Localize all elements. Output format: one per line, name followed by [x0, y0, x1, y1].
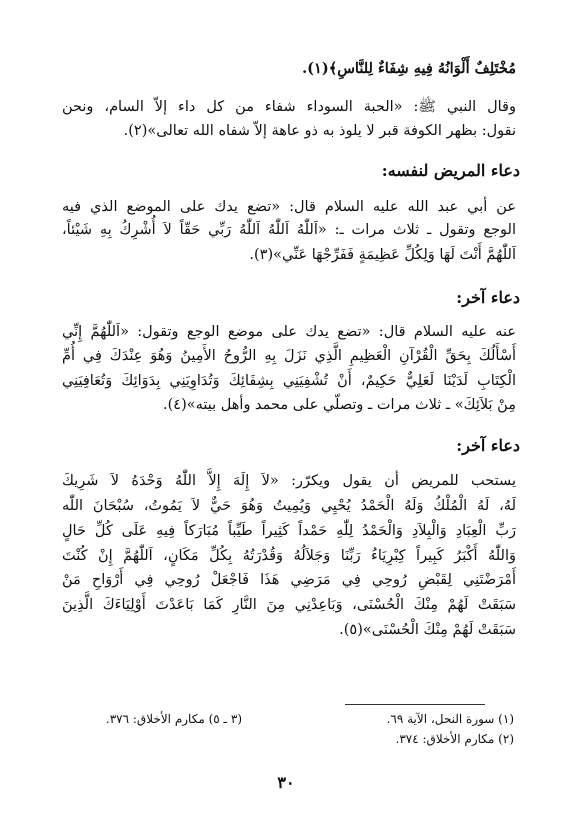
text-line: الْكِتَابِ لَدَيْنَا لَعَلِيٌّ حَكِيمٌ، أَنْ تُشْفِيَنِي بِشِفَائِكَ وَتُدَاوِيَنِي بِدَوَائِكَ وَتُعَافِيَنِي [62, 373, 516, 389]
text-line: رَبِّ الْعِبَادِ وَالْبِلاَدِ وَالْحَمْدُ لِلّٰهِ حَمْداً كَثِيراً طَيِّباً مُبَارَكاً فِيهِ عَلَى كُلِّ حَالٍ [62, 523, 516, 539]
footnote: (١) سورة النحل، الآية ٦٩. [386, 712, 514, 726]
footnote: (٢) مكارم الأخلاق: ٣٧٤. [395, 732, 514, 746]
text-line: وَاللّٰهُ أَكْبَرُ كَبِيراً كِبْرِيَاءُ رَبِّنَا وَجَلاَلُهُ وَقُدْرَتُهُ بِكُلِّ مَكَانٍ، اَللّٰهُمَّ إِنْ كُنْتَ [62, 548, 516, 564]
text-line: أَمْرَضْتَنِي لِقَبْضِ رُوحِي فِي مَرَضِي هَذَا فَاجْعَلْ رُوحِي فِي أَرْوَاحِ مَنْ [62, 572, 516, 588]
text-line: لَهُ، لَهُ الْمُلْكُ وَلَهُ الْحَمْدُ يُحْيِي وَيُمِيتُ وَهُوَ حَيٌّ لاَ يَمُوتُ، سُبْحَانَ اللّٰه [62, 498, 516, 514]
text-line: أَسْأَلُكَ بِحَقِّ الْقُرْآنِ الْعَظِيمِ الَّذِي نَزَلَ بِهِ الرُّوحُ الأَمِينُ وَهُوَ عِنْدَكَ فِي أُمِّ [62, 348, 516, 364]
text-line: نقول: بظهر الكوفة قبر لا يلوذ به ذو عاهة إلاّ شفاه الله تعالى»(٢). [123, 123, 516, 139]
text-line: سَبَقَتْ لَهُمْ مِنْكَ الْحُسْنَى، وَبَاعِدْنِي مِنَ النَّارِ كَمَا بَاعَدْتَ أَوْلِيَاءَكَ الَّذِينَ [62, 597, 516, 613]
section-heading: دعاء آخر: [456, 288, 520, 307]
text-line: عنه عليه السلام قال: «تضع يدك على موضع الوجع وتقول: «اَللّٰهُمَّ إِنِّي [62, 324, 516, 340]
text-line: مِنْ بَلاَئِكَ» ـ ثلاث مرات ـ وتصلّي على محمد وأهل بيته»(٤). [163, 397, 516, 413]
text-line: اَللّٰهُمَّ أَنْتَ لَهَا وَلِكُلِّ عَظِيمَةٍ فَفَرِّجْهَا عَنِّي»(٣). [249, 247, 516, 263]
footnote: (٣ ـ ٥) مكارم الأخلاق: ٣٧٦. [105, 712, 242, 726]
footnote-separator [345, 704, 485, 705]
text-line: مُخْتَلِفٌ أَلْوَانُهُ فِيهِ شِفَاءٌ لِلنَّاسِ﴾(١). [302, 60, 516, 77]
text-line: وقال النبي ﷺ: «الحبة السوداء شفاء من كل داء إلاّ السام، ونحن [62, 99, 516, 115]
page-number: ٣٠ [277, 773, 295, 792]
text-line: سَبَقَتْ لَهُمْ مِنْكَ الْحُسْنَى»(٥). [339, 622, 516, 638]
section-heading: دعاء المريض لنفسه: [381, 161, 520, 180]
text-line: عن أبي عبد الله عليه السلام قال: «تضع يدك على الموضع الذي فيه [62, 199, 516, 215]
section-heading: دعاء آخر: [456, 436, 520, 455]
text-line: يستحب للمريض أن يقول ويكرّر: «لاَ إِلَهَ إِلاَّ اللّٰهُ وَحْدَهُ لاَ شَرِيكَ [62, 473, 516, 489]
text-line: الوجع وتقول ـ ثلاث مرات ـ: «اَللّٰهُ اَللّٰهُ اَللّٰهُ رَبِّي حَقّاً لاَ أُشْرِكُ بِهِ شَيْئاً، [62, 222, 516, 238]
